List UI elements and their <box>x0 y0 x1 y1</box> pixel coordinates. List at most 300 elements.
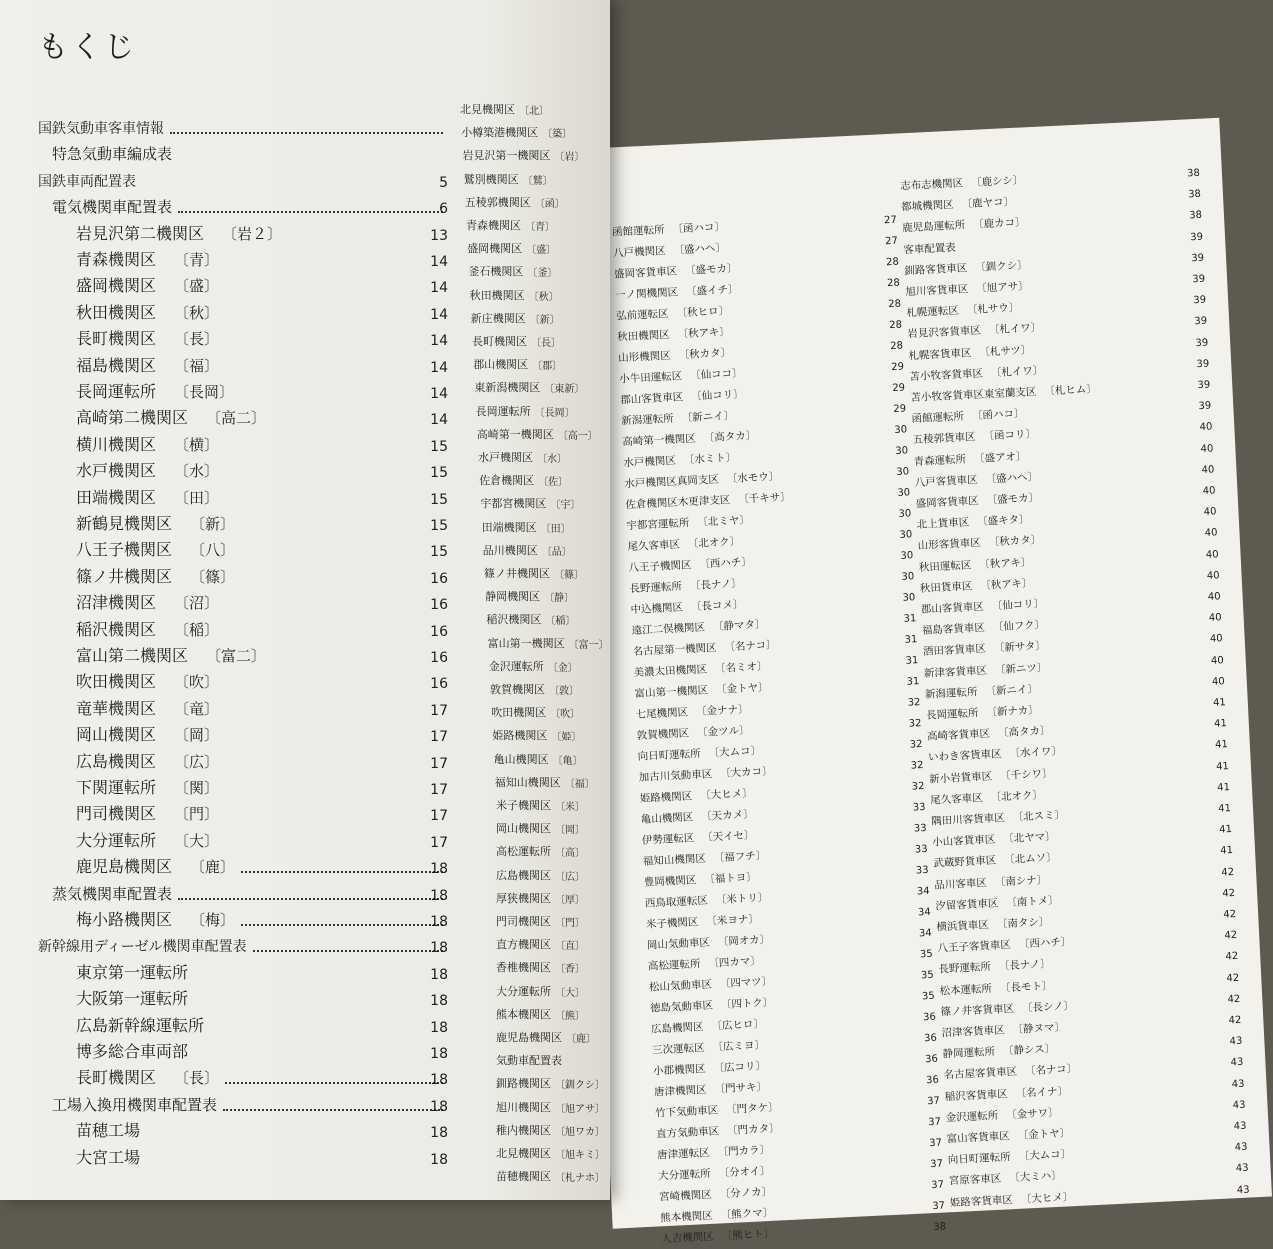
toc-entry-label: 高崎第一機関区 <box>622 432 697 449</box>
toc-entry-label: 秋田貨車区 <box>919 580 973 595</box>
depot-code: 〔長シノ〕 <box>1021 999 1075 1015</box>
toc-entry <box>485 587 574 604</box>
toc-entry-label: 向日町運転所 <box>637 747 701 763</box>
toc-entry-label: 亀山機関区 <box>640 811 694 826</box>
toc-entry-label: 北上貨車区 <box>916 516 970 532</box>
toc-entry <box>38 1115 448 1141</box>
depot-code: 〔北オク〕 <box>687 535 741 551</box>
depot-code: 〔岩２〕 <box>222 224 283 243</box>
toc-entry <box>488 634 609 651</box>
depot-code: 〔札ヒム〕 <box>1044 383 1098 398</box>
toc-entry <box>38 957 448 983</box>
toc-entry-label: 米子機関区 <box>645 916 699 931</box>
toc-entry-label: 小郡機関区 <box>652 1062 706 1078</box>
depot-code: 〔四マツ〕 <box>719 975 773 991</box>
toc-entry-label: 大分運転所 <box>76 830 157 850</box>
toc-entry-label: 田端機関区 <box>76 487 157 507</box>
toc-entry-label: 福島客貨車区 <box>921 622 986 638</box>
toc-entry-label: 酒田客貨車区 <box>922 643 987 659</box>
depot-code: 〔名ミオ〕 <box>714 660 768 676</box>
depot-code: 〔旭アサ〕 <box>975 280 1030 295</box>
depot-code: 〔広〕 <box>555 871 585 883</box>
depot-code: 〔郡〕 <box>532 361 563 373</box>
toc-entry <box>38 270 448 296</box>
toc-entry-label: 鷲別機関区 <box>463 172 519 186</box>
depot-code: 〔大〕 <box>174 831 220 850</box>
depot-code: 〔富二〕 <box>206 647 267 665</box>
toc-entry-label: 八王子客貨車区 <box>937 939 1012 955</box>
toc-entry-label: 姫路機関区 <box>492 729 548 743</box>
toc-entry-label: 苫小牧客貨車区 <box>909 367 984 383</box>
depot-code: 〔盛キタ〕 <box>976 513 1030 529</box>
toc-entry-label: 苗穂機関区 <box>496 1170 551 1184</box>
depot-code: 〔岡〕 <box>174 726 220 745</box>
depot-code: 〔北スミ〕 <box>1012 809 1066 824</box>
page-number: 16 <box>430 650 448 666</box>
depot-code: 〔長〕 <box>531 338 561 349</box>
depot-code: 〔札ナホ〕 <box>555 1173 605 1185</box>
page-number: 42 <box>1224 930 1238 942</box>
toc-entry-label: 新幹線用ディーゼル機関車配置表 <box>38 939 247 956</box>
depot-code: 〔長〕 <box>174 1069 220 1088</box>
toc-entry <box>472 332 561 349</box>
toc-entry <box>465 193 565 210</box>
depot-code: 〔南タシ〕 <box>996 916 1050 931</box>
toc-entry-label: 敦賀機関区 <box>490 683 545 696</box>
depot-code: 〔函コリ〕 <box>983 428 1037 444</box>
depot-code: 〔名ナコ〕 <box>724 639 777 654</box>
toc-entry <box>496 1051 562 1068</box>
page-number: 36 <box>922 1011 937 1024</box>
depot-code: 〔門カラ〕 <box>717 1143 771 1159</box>
toc-entry-label: 弘前運転区 <box>615 307 669 323</box>
depot-code: 〔鹿〕 <box>566 1034 596 1045</box>
toc-entry-label: 長野運転所 <box>938 961 992 976</box>
depot-code: 〔広コリ〕 <box>713 1060 767 1075</box>
toc-entry <box>38 614 448 640</box>
toc-entry <box>38 587 448 613</box>
toc-entry-label: 水戸機関区 <box>478 451 533 464</box>
page-number: 32 <box>911 780 925 793</box>
toc-entry-label: 宇都宮機関区 <box>480 497 547 511</box>
depot-code: 〔米トリ〕 <box>715 891 769 907</box>
toc-entry-label: 宮崎機関区 <box>658 1188 713 1204</box>
page-number: 35 <box>919 948 934 961</box>
toc-entry-label: 博多総合車両部 <box>76 1042 189 1061</box>
depot-code: 〔品〕 <box>541 546 572 558</box>
toc-entry <box>482 518 571 535</box>
toc-entry-label: 八王子機関区 <box>628 559 692 575</box>
depot-code: 〔篠〕 <box>554 570 584 581</box>
depot-code: 〔門サキ〕 <box>714 1081 768 1096</box>
toc-entry-label: 秋田機関区 <box>469 288 525 302</box>
depot-code: 〔大ムコ〕 <box>1018 1148 1072 1163</box>
depot-code: 〔新ニイ〕 <box>985 683 1039 698</box>
toc-entry-label: 大分運転所 <box>657 1167 711 1183</box>
depot-code: 〔金ナナ〕 <box>695 703 749 719</box>
depot-code: 〔長コメ〕 <box>690 598 744 614</box>
depot-code: 〔高一〕 <box>557 430 598 442</box>
toc-entry <box>38 719 448 745</box>
toc-entry <box>38 297 448 323</box>
page-number: 29 <box>891 361 905 374</box>
toc-entry-label: 蒸気機関車配置表 <box>52 884 173 903</box>
depot-code: 〔金〕 <box>547 662 578 674</box>
depot-code: 〔南トメ〕 <box>1006 894 1059 909</box>
toc-entry-label: 門司機関区 <box>496 915 551 928</box>
toc-entry-label: 北見機関区 <box>460 103 515 116</box>
toc-entry-label: 長岡運転所 <box>925 707 979 722</box>
page-number: 18 <box>430 1019 448 1036</box>
page-number: 37 <box>931 1179 945 1192</box>
toc-entry-label: 富山客貨車区 <box>946 1130 1011 1146</box>
page-number: 42 <box>1225 951 1239 963</box>
toc-entry <box>38 930 448 956</box>
toc-entry-label: 唐津運転区 <box>656 1146 710 1162</box>
depot-code: 〔水モウ〕 <box>726 470 780 486</box>
toc-entry <box>38 746 448 772</box>
toc-entry-label: 稲沢機関区 <box>486 613 542 627</box>
toc-entry <box>38 1089 448 1115</box>
depot-code: 〔熊〕 <box>555 1010 585 1022</box>
page-number: 32 <box>907 697 921 709</box>
depot-code: 〔盛モカ〕 <box>986 492 1040 507</box>
page-number: 35 <box>921 990 936 1003</box>
page-number: 34 <box>917 906 931 919</box>
toc-entry-label: 佐倉機関区木更津支区 <box>625 494 731 512</box>
toc-entry-label: 郡山客貨車区 <box>920 600 985 616</box>
page-number: 17 <box>430 834 448 851</box>
depot-code: 〔岡オカ〕 <box>717 933 771 949</box>
page-number: 40 <box>1203 506 1217 519</box>
toc-entry <box>495 773 595 790</box>
toc-entry <box>38 904 448 930</box>
toc-entry <box>496 1167 605 1184</box>
depot-code: 〔長ナノ〕 <box>689 577 742 593</box>
depot-code: 〔鹿〕 <box>190 858 236 877</box>
toc-entry <box>496 935 585 952</box>
toc-entry <box>496 819 585 836</box>
toc-entry-label: 静岡機関区 <box>485 590 541 604</box>
toc-entry <box>494 750 583 767</box>
page-number: 40 <box>1205 548 1219 561</box>
page-number: 39 <box>1198 400 1212 413</box>
page-number: 30 <box>895 445 909 457</box>
toc-entry <box>38 561 448 587</box>
toc-entry-label: 稲沢客貨車区 <box>944 1087 1008 1103</box>
page-number: 38 <box>933 1221 947 1234</box>
page-number: 15 <box>430 518 448 534</box>
page-number: 37 <box>930 1158 944 1171</box>
depot-code: 〔名ナコ〕 <box>1024 1063 1078 1078</box>
toc-entry <box>496 1121 605 1138</box>
toc-entry <box>38 878 448 904</box>
page-number: 42 <box>1221 866 1235 879</box>
depot-code: 〔大ムコ〕 <box>708 744 762 760</box>
toc-entry-label: 沼津機関区 <box>76 593 157 613</box>
toc-entry-label: 熊本機関区 <box>660 1209 714 1225</box>
page-number: 28 <box>888 319 903 332</box>
page-number: 34 <box>916 885 930 898</box>
toc-entry-label: 郡山客貨車区 <box>620 391 684 407</box>
toc-entry-label: 静岡運転所 <box>942 1046 996 1061</box>
page-number: 40 <box>1210 654 1224 667</box>
page-number: 18 <box>430 914 448 930</box>
page-number: 18 <box>430 993 448 1010</box>
page-number: 31 <box>904 634 918 646</box>
toc-entry <box>38 402 448 428</box>
toc-entry-label: 直方気動車区 <box>655 1125 720 1141</box>
toc-entry-label: 新鶴見機関区 <box>76 514 173 533</box>
depot-code: 〔高タカ〕 <box>703 429 757 445</box>
page-number: 18 <box>430 861 448 878</box>
page-number: 18 <box>430 1125 448 1142</box>
toc-entry <box>484 564 584 581</box>
depot-code: 〔釧クシ〕 <box>974 259 1028 274</box>
toc-entry-label: 八王子機関区 <box>76 540 173 560</box>
depot-code: 〔金ツル〕 <box>696 724 750 739</box>
toc-entry-label: 伊勢運転区 <box>641 832 695 847</box>
toc-entry-label: 電気機関車配置表 <box>52 198 173 217</box>
toc-entry-label: 特急気動車編成表 <box>52 145 173 164</box>
toc-entry-label: 長町機関区 <box>472 335 527 348</box>
depot-code: 〔熊クマ〕 <box>720 1206 774 1222</box>
toc-entry-label: 釜石機関区 <box>468 265 524 279</box>
toc-entry-label: 鹿児島運転所 <box>901 219 966 235</box>
page-number: 36 <box>924 1053 939 1066</box>
page-number: 16 <box>430 623 448 640</box>
depot-code: 〔水イワ〕 <box>1009 745 1063 761</box>
depot-code: 〔秋〕 <box>174 303 220 322</box>
toc-entry <box>38 429 448 455</box>
toc-entry-label: 新潟運転所 <box>621 412 675 428</box>
toc-entry-label: 山形機関区 <box>617 349 671 365</box>
toc-entry <box>496 958 585 975</box>
toc-entry <box>38 112 448 138</box>
toc-entry-label: 遠江二俣機関区 <box>631 621 706 638</box>
toc-entry-label: 岡山機関区 <box>76 725 157 745</box>
toc-entry-label: 福知山機関区 <box>642 852 707 868</box>
toc-entry <box>496 1144 605 1161</box>
depot-code: 〔高二〕 <box>206 409 267 428</box>
depot-code: 〔門タケ〕 <box>725 1101 779 1117</box>
toc-entry-label: 岩見沢第二機関区 <box>76 223 205 243</box>
page-number: 18 <box>430 1151 448 1168</box>
page-number: 41 <box>1214 739 1229 752</box>
toc-entry-label: 門司機関区 <box>76 804 157 824</box>
depot-code: 〔広ミヨ〕 <box>712 1039 766 1054</box>
page-number: 40 <box>1206 570 1220 582</box>
toc-entry <box>38 165 448 191</box>
toc-entry <box>479 471 568 488</box>
toc-entry-label: 竹下気動車区 <box>654 1104 719 1120</box>
toc-entry <box>477 425 598 442</box>
depot-code: 〔水ミト〕 <box>683 451 737 467</box>
toc-entry-label: 横川機関区 <box>76 434 157 454</box>
depot-code: 〔新ナカ〕 <box>986 704 1040 719</box>
depot-code: 〔鷲〕 <box>522 175 553 187</box>
toc-entry-label: 高崎第二機関区 <box>76 408 189 428</box>
toc-entry-label: 旭川機関区 <box>496 1100 551 1114</box>
toc-entry-label: 国鉄気動車客車情報 <box>38 121 164 137</box>
toc-entry-label: 札幌運転区 <box>906 304 960 320</box>
toc-entry <box>460 100 549 117</box>
toc-entry <box>480 494 580 511</box>
toc-entry-label: 長町機関区 <box>76 329 157 349</box>
depot-code: 〔姫〕 <box>551 732 582 744</box>
page-number: 42 <box>1228 1014 1242 1027</box>
toc-entry <box>38 1142 448 1168</box>
toc-entry <box>496 889 585 906</box>
page-number: 18 <box>430 966 448 983</box>
depot-code: 〔南シナ〕 <box>994 873 1048 889</box>
toc-entry <box>462 146 584 163</box>
page-number: 28 <box>889 340 904 353</box>
toc-entry-label: 加古川気動車区 <box>638 768 713 784</box>
toc-entry-label: 向日町運転所 <box>947 1151 1012 1167</box>
page-number: 14 <box>430 333 448 350</box>
toc-entry-label: 小山客貨車区 <box>931 833 996 849</box>
toc-entry <box>466 216 555 233</box>
toc-entry-label: 盛岡客貨車区 <box>915 494 979 511</box>
depot-code: 〔西ハチ〕 <box>699 556 753 571</box>
toc-entry <box>38 666 448 692</box>
depot-code: 〔築〕 <box>542 129 573 141</box>
toc-entry-label: 北見機関区 <box>496 1147 551 1160</box>
toc-entry <box>478 448 567 465</box>
toc-entry-label: 富山第一機関区 <box>634 684 709 700</box>
toc-entry-label: 八戸客貨車区 <box>914 473 978 489</box>
page-number: 6 <box>439 201 448 218</box>
toc-entry <box>496 1098 605 1115</box>
depot-code: 〔沼〕 <box>174 594 220 613</box>
toc-entry-label: 三次運転区 <box>651 1042 705 1057</box>
toc-entry-label: 水戸機関区 <box>76 461 157 481</box>
page-number: 39 <box>1193 294 1207 307</box>
toc-entry <box>38 1062 448 1088</box>
depot-code: 〔北オク〕 <box>990 788 1044 804</box>
depot-code: 〔天イセ〕 <box>701 829 755 844</box>
page-number: 17 <box>430 808 448 825</box>
page-number: 43 <box>1231 1078 1245 1090</box>
toc-entry <box>467 239 556 256</box>
page-number: 14 <box>430 280 448 297</box>
depot-code: 〔福トヨ〕 <box>704 871 758 886</box>
depot-code: 〔盛イチ〕 <box>685 283 739 299</box>
toc-entry-label: 稚内機関区 <box>496 1123 551 1137</box>
depot-code: 〔函〕 <box>534 198 565 210</box>
depot-code: 〔関〕 <box>174 779 220 797</box>
page-number: 14 <box>430 412 448 429</box>
toc-entry-label: 高松運転所 <box>496 845 551 859</box>
toc-entry <box>496 1005 585 1022</box>
depot-code: 〔横〕 <box>174 435 220 454</box>
depot-code: 〔厚〕 <box>555 894 585 906</box>
toc-entry-label: 札幌客貨車区 <box>908 346 972 362</box>
toc-entry-label: 篠ノ井機関区 <box>484 567 550 580</box>
toc-entry-label: 美濃太田機関区 <box>633 663 708 680</box>
toc-entry-label: 岩見沢第一機関区 <box>462 149 551 163</box>
toc-entry <box>38 508 448 534</box>
depot-code: 〔直〕 <box>555 941 585 953</box>
page-number: 43 <box>1232 1099 1246 1112</box>
page-number: 31 <box>905 655 919 667</box>
depot-code: 〔吹〕 <box>174 673 220 692</box>
page-number: 39 <box>1196 358 1210 370</box>
depot-code: 〔静マタ〕 <box>712 618 766 634</box>
page-number: 43 <box>1229 1035 1243 1048</box>
page-number: 18 <box>430 1072 448 1089</box>
depot-code: 〔盛ハヘ〕 <box>673 242 727 257</box>
page-number: 14 <box>430 359 448 376</box>
toc-entry-label: 工場入換用機関車配置表 <box>52 1095 218 1114</box>
depot-code: 〔梅〕 <box>190 911 236 929</box>
toc-entry-label: 富山第一機関区 <box>487 636 565 650</box>
page-number: 14 <box>430 254 448 270</box>
toc-entry <box>496 796 585 813</box>
toc-entry-label: 隅田川客貨車区 <box>930 812 1005 828</box>
page-number: 32 <box>910 759 924 772</box>
toc-entry-label: 鹿児島機関区 <box>76 857 173 877</box>
toc-entry-label: 名古屋客貨車区 <box>943 1066 1018 1082</box>
toc-entry <box>38 534 448 560</box>
depot-code: 〔函ハコ〕 <box>672 221 726 236</box>
toc-entry-label: 姫路客貨車区 <box>949 1193 1014 1209</box>
toc-entry-label: 盛岡客貨車区 <box>613 265 678 281</box>
depot-code: 〔四カマ〕 <box>708 955 762 970</box>
depot-code: 〔秋アキ〕 <box>979 577 1033 592</box>
page-number: 37 <box>926 1095 941 1108</box>
page-number: 29 <box>893 403 907 416</box>
toc-entry-label: 田端機関区 <box>481 520 537 534</box>
page-number: 27 <box>884 235 899 248</box>
toc-entry-label: 尾久客車区 <box>929 791 983 807</box>
toc-entry-label: 旭川客貨車区 <box>905 283 969 299</box>
page-number: 30 <box>897 487 911 499</box>
depot-code: 〔釜〕 <box>527 268 558 280</box>
toc-entry-label: 釧路機関区 <box>496 1077 551 1091</box>
page-number: 41 <box>1220 845 1234 857</box>
page-number: 37 <box>927 1116 942 1129</box>
depot-code: 〔稲〕 <box>545 616 576 628</box>
depot-code: 〔富一〕 <box>568 639 609 651</box>
depot-code: 〔福〕 <box>174 356 220 375</box>
depot-code: 〔大ミハ〕 <box>1008 1170 1063 1185</box>
toc-entry-label: 東京第一運転所 <box>76 962 189 982</box>
page-number: 39 <box>1197 379 1211 392</box>
page-number: 38 <box>1188 210 1203 222</box>
depot-code: 〔米ヨナ〕 <box>706 913 760 928</box>
depot-code: 〔大ヒメ〕 <box>1020 1190 1074 1206</box>
toc-entry-label: 山形客貨車区 <box>917 537 982 553</box>
toc-entry-label: 一ノ関機関区 <box>614 286 679 302</box>
depot-code: 〔長岡〕 <box>174 383 235 401</box>
page-number: 39 <box>1190 231 1204 243</box>
depot-code: 〔静ヌマ〕 <box>1012 1021 1066 1036</box>
depot-code: 〔宇〕 <box>550 500 581 512</box>
toc-entry-label: 高崎第一機関区 <box>476 427 554 441</box>
toc-entry-label: 佐倉機関区 <box>479 474 535 488</box>
toc-entry-label: 岡山気動車区 <box>646 936 711 952</box>
depot-code: 〔佐〕 <box>538 477 569 489</box>
toc-entry-label: 広島機関区 <box>496 868 551 882</box>
depot-code: 〔田〕 <box>540 523 571 535</box>
toc-entry <box>496 982 585 999</box>
depot-code: 〔秋カタ〕 <box>988 534 1042 549</box>
toc-entry <box>661 1221 947 1246</box>
toc-entry-label: 新津客貨車区 <box>923 664 988 680</box>
toc-entry <box>496 866 585 883</box>
